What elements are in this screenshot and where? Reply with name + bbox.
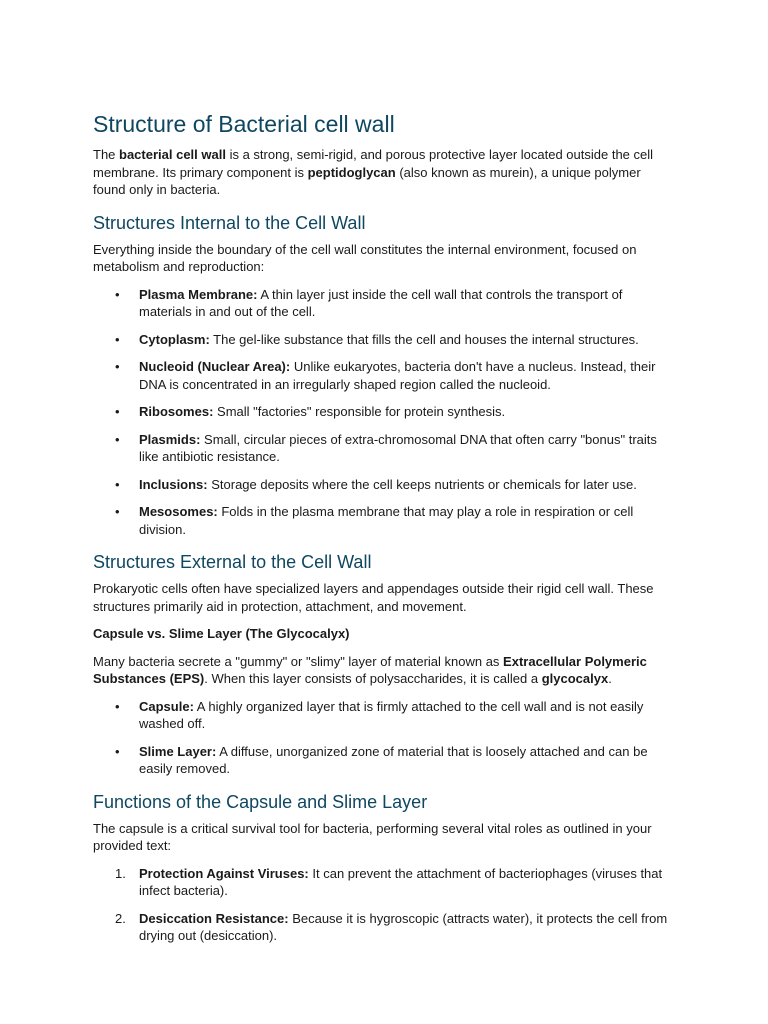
list-item: 2. Desiccation Resistance: Because it is hygroscopic (attracts water), it protects the cell from drying out (desiccation). <box>115 910 668 943</box>
list-item: • Nucleoid (Nuclear Area): Unlike eukaryotes, bacteria don't have a nucleus. Instead, their DNA is concentrated in an irregularly shaped region called the nucleoid. <box>115 359 656 392</box>
number-marker: 2. <box>115 910 126 926</box>
heading-internal-structures: Structures Internal to the Cell Wall <box>93 212 366 233</box>
list-item: • Capsule: A highly organized layer that is firmly attached to the cell wall and is not easily washed off. <box>115 698 644 731</box>
bullet-marker: • <box>115 743 120 759</box>
bullet-marker: • <box>115 286 120 302</box>
external-intro: Prokaryotic cells often have specialized layers and appendages outside their rigid cell wall. These structures primarily aid in protection, attachment, and movement. <box>93 581 654 614</box>
list-item: • Cytoplasm: The gel-like substance that fills the cell and houses the internal structures. <box>115 331 639 347</box>
number-marker: 1. <box>115 865 126 881</box>
bullet-marker: • <box>115 698 120 714</box>
bullet-marker: • <box>115 331 120 347</box>
list-item: • Slime Layer: A diffuse, unorganized zone of material that is loosely attached and can be easily removed. <box>115 743 648 776</box>
bullet-marker: • <box>115 404 120 419</box>
eps-paragraph: Many bacteria secrete a "gummy" or "slimy" layer of material known as Extracellular Polymeric Substances (EPS). When this layer consists of polysaccharides, it is called a glycocalyx. <box>93 653 647 686</box>
functions-intro: The capsule is a critical survival tool for bacteria, performing several vital roles as outlined in your provided text: <box>93 820 652 853</box>
list-item: • Mesosomes: Folds in the plasma membrane that may play a role in respiration or cell division. <box>115 504 634 537</box>
page-title: Structure of Bacterial cell wall <box>93 111 395 137</box>
list-item: 1. Protection Against Viruses: It can prevent the attachment of bacteriophages (viruses that infect bacteria). <box>115 865 663 898</box>
bullet-marker: • <box>115 476 120 492</box>
functions-list <box>93 865 676 945</box>
list-item: • Plasmids: Small, circular pieces of extra-chromosomal DNA that often carry "bonus" traits like antibiotic resistance. <box>115 431 657 464</box>
intro-paragraph: The bacterial cell wall is a strong, semi-rigid, and porous protective layer located outside the cell membrane. Its primary component is peptidoglycan (also known as murein), a unique polymer found only in bacteria. <box>93 147 654 197</box>
internal-structures-list <box>93 286 676 539</box>
list-item: • Inclusions: Storage deposits where the cell keeps nutrients or chemicals for later use. <box>115 476 637 492</box>
list-item: • Ribosomes: Small "factories" responsible for protein synthesis. <box>115 404 506 419</box>
list-item: • Plasma Membrane: A thin layer just inside the cell wall that controls the transport of materials in and out of the cell. <box>115 286 623 319</box>
heading-functions: Functions of the Capsule and Slime Layer <box>93 791 428 812</box>
bullet-marker: • <box>115 431 120 447</box>
bullet-marker: • <box>115 504 120 519</box>
heading-external-structures: Structures External to the Cell Wall <box>93 552 372 572</box>
external-structures-list <box>93 698 676 778</box>
term-bacterial-cell-wall: bacterial cell wall <box>119 147 226 162</box>
subheading-glycocalyx: Capsule vs. Slime Layer (The Glycocalyx) <box>93 626 350 641</box>
term-peptidoglycan: peptidoglycan <box>307 164 396 180</box>
internal-intro: Everything inside the boundary of the cell wall constitutes the internal environment, focused on metabolism and reproduction: <box>93 241 637 274</box>
bullet-marker: • <box>115 359 120 374</box>
